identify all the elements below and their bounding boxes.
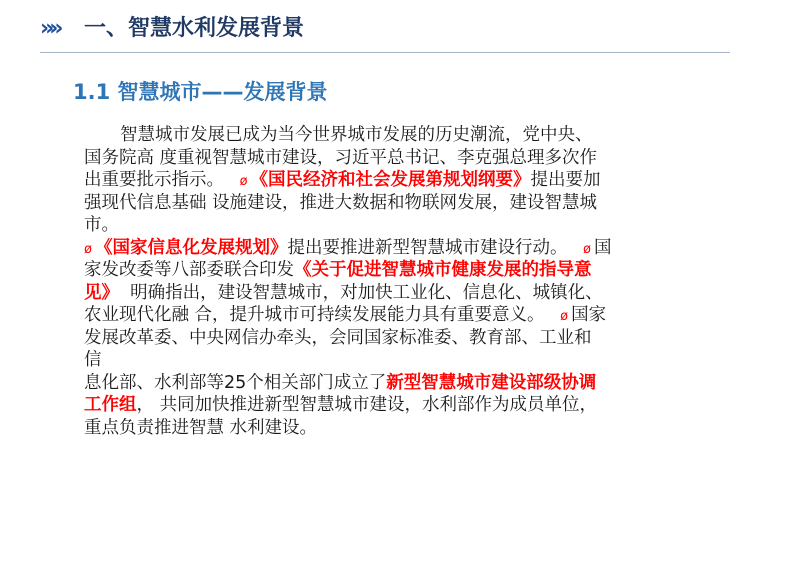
text-span: 家发改委等八部委联合印发 [84,260,294,280]
highlight-text: 新型智慧城市建设部级协调 [386,372,597,393]
bullet-icon: ø [560,309,569,324]
text-line [84,372,724,395]
text-span: 强现代信息基础 设施建设，推进大数据和物联网发展，建设智慧城 [84,192,598,213]
text-line [84,349,724,372]
text-span: 信 [84,350,102,370]
text-line [84,304,724,327]
text-span: 市。 [84,215,119,235]
text-line [84,192,724,215]
text-line [84,237,724,260]
text-line [84,147,724,170]
text-span: 智慧城市发展已成为当今世界城市发展的历史潮流，党中央、 [120,125,593,145]
highlight-text: 工作组 [84,395,137,415]
text-line [84,282,724,305]
text-span: 提出要加 [530,170,601,190]
text-span: 重点负责推进智慧 水利建设。 [84,417,318,438]
text-span: 明确指出，建设智慧城市，对加快工业化、信息化、城镇化、 [130,282,603,303]
highlight-text: 《国民经济和社会发展第规划纲要》 [250,170,531,190]
text-span: 发展改革委、中央网信办牵头，会同国家标准委、教育部、工业和 [84,327,592,348]
section-heading: 1.1 智慧城市——发展背景 [73,80,328,104]
text-line [84,417,724,440]
text-span: 农业现代化融 合，提升城市可持续发展能力具有重要意义。 [84,305,545,325]
highlight-text: 《国家信息化发展规划》 [94,237,288,258]
text-line [84,124,724,147]
text-span: 出重要批示指示。 [84,170,224,190]
text-line [84,394,724,417]
text-line [84,259,724,282]
body-paragraph [84,124,724,439]
chevron-right-icon: »» [40,16,59,41]
bullet-icon: ø [583,241,592,257]
text-line [84,214,724,237]
text-line [84,327,724,350]
text-span: 国家 [571,305,607,325]
bullet-icon: ø [84,241,92,257]
text-span: 国务院高 度重视智慧城市建设，习近平总书记、李克强总理多次作 [84,147,598,168]
bullet-icon: ø [239,174,248,189]
highlight-text: 《关于促进智慧城市健康发展的指导意 [294,260,592,280]
page-title: 一、智慧水利发展背景 [84,16,305,41]
highlight-text: 见》 [84,282,119,303]
text-span: ， 共同加快推进新型智慧城市建设，水利部作为成员单位， [136,395,598,415]
title-divider [40,52,730,53]
text-span: 国 [594,237,612,258]
text-line [84,169,724,192]
text-span: 提出要推进新型智慧城市建设行动。 [287,237,568,258]
text-span: 息化部、水利部等25个相关部门成立了 [84,372,387,393]
